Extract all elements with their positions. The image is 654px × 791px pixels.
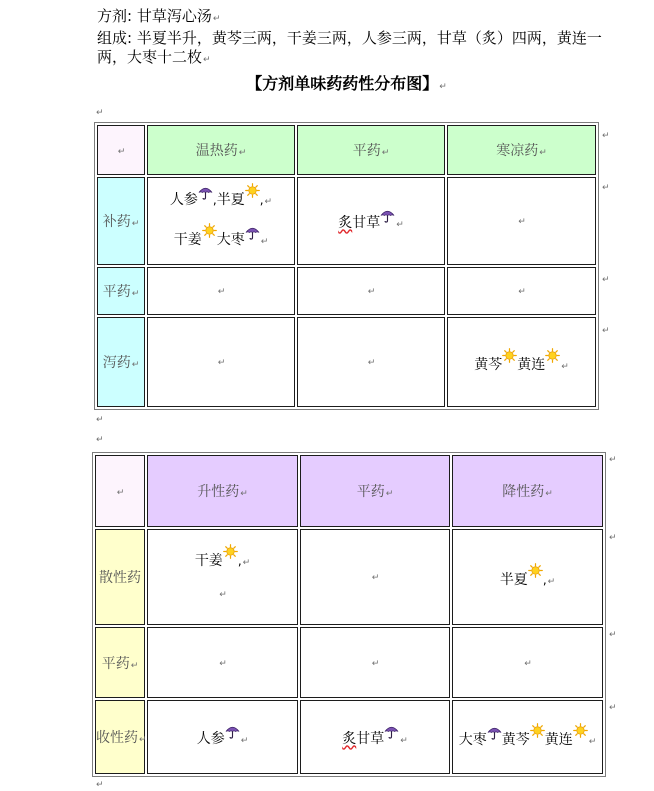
- cell-purge-cold: [447, 317, 596, 407]
- cell-paragraph: [298, 208, 444, 235]
- paragraph-mark: ↵: [96, 415, 104, 425]
- row-header-astringent: [95, 700, 145, 774]
- herb-name: 干姜: [194, 553, 223, 569]
- paragraph-mark: ↵: [212, 14, 221, 24]
- paragraph-mark: ↵: [371, 658, 380, 669]
- row-end-mark: ↵: [602, 326, 610, 336]
- herb-name: 大枣: [216, 232, 245, 248]
- herb-name: 黄连: [544, 731, 573, 748]
- row-header-label: 补药: [102, 214, 131, 230]
- paragraph-mark: ↵: [131, 289, 140, 299]
- paragraph-mark: ↵: [131, 219, 140, 229]
- row-end-mark: ↵: [609, 703, 617, 713]
- paragraph-mark: ↵: [264, 197, 273, 207]
- paragraph-mark: ↵: [240, 489, 248, 499]
- umbrella-icon: [380, 208, 395, 223]
- cell-astringe-neutral: [300, 700, 450, 774]
- paragraph-mark: ↵: [396, 219, 404, 230]
- paragraph-mark: ↵: [217, 358, 226, 368]
- paragraph-mark: ↵: [381, 148, 390, 158]
- paragraph-mark: ↵: [240, 735, 249, 746]
- cell-purge-neutral: [297, 317, 445, 407]
- table-row: [95, 529, 603, 625]
- sun-icon: [202, 223, 217, 238]
- cell-paragraph: [448, 210, 595, 232]
- cell-neutral-ascend: [147, 627, 298, 698]
- table-header-row: [97, 125, 596, 175]
- column-header-label: 平药: [352, 143, 381, 159]
- cell-disperse-neutral: [300, 529, 450, 625]
- paragraph-mark: ↵: [547, 576, 556, 587]
- cell-neutral-descend: [452, 627, 603, 698]
- paragraph-mark: ↵: [439, 82, 447, 92]
- cell-paragraph: [148, 221, 294, 261]
- table-corner-cell: [97, 125, 145, 175]
- herb-name: 半夏: [499, 571, 528, 588]
- sun-icon: [530, 723, 545, 738]
- cell-tonify-warm: [147, 177, 295, 265]
- column-header-descending: [452, 455, 603, 527]
- herb-name: 黄连: [517, 356, 546, 373]
- formula-intro: [97, 7, 609, 70]
- herb-name: 半夏: [216, 192, 245, 208]
- paragraph-mark: ↵: [561, 361, 569, 372]
- paragraph-mark: ↵: [131, 360, 140, 370]
- cell-paragraph: [453, 723, 602, 752]
- cell-paragraph: [453, 563, 602, 592]
- column-header-neutral: [300, 455, 450, 527]
- cell-astringe-ascend: [147, 700, 298, 774]
- herb-separator: ,: [237, 554, 242, 568]
- column-header-label: 升性药: [197, 484, 240, 500]
- row-header-label: 散性药: [99, 570, 141, 586]
- cell-disperse-ascend: [147, 529, 298, 625]
- row-header-dispersing: [95, 529, 145, 625]
- paragraph-mark: ↵: [219, 590, 227, 600]
- formula-text: 方剂: 甘草泻心汤: [97, 7, 212, 25]
- paragraph-mark: ↵: [203, 55, 211, 65]
- umbrella-icon: [198, 185, 213, 200]
- herb-separator: ,: [212, 193, 217, 207]
- paragraph-mark: ↵: [238, 148, 247, 158]
- paragraph-mark: ↵: [367, 358, 376, 368]
- sun-icon: [545, 348, 560, 363]
- paragraph-mark: ↵: [518, 217, 526, 227]
- paragraph-mark: ↵: [518, 287, 526, 297]
- paragraph-mark: ↵: [260, 237, 269, 247]
- herb-separator: ,: [542, 572, 547, 587]
- herb-separator: ,: [259, 193, 264, 207]
- cell-paragraph: [148, 181, 294, 221]
- herb-name: 炙甘草: [342, 730, 385, 747]
- paragraph-mark: ↵: [371, 573, 380, 583]
- row-header-label: 平药: [101, 655, 130, 672]
- herb-name: 人参: [196, 730, 225, 747]
- table-header-row: [95, 455, 603, 527]
- cell-paragraph: [148, 724, 297, 751]
- cell-paragraph: [298, 280, 444, 302]
- cell-paragraph: [148, 280, 294, 302]
- row-end-mark: ↵: [609, 630, 617, 640]
- row-header-purging: [97, 317, 145, 407]
- table-corner-cell: [95, 455, 145, 527]
- umbrella-icon: [487, 725, 502, 740]
- paragraph-mark: ↵: [96, 435, 104, 445]
- row-header-label: 收性药: [96, 730, 138, 746]
- herb-name: 干姜: [173, 232, 202, 248]
- column-header-label: 温热药: [195, 143, 238, 159]
- cell-tonify-neutral: [297, 177, 445, 265]
- paragraph-mark: ↵: [116, 488, 125, 498]
- cell-astringe-descend: [452, 700, 603, 774]
- table-row: [95, 700, 603, 774]
- table-row: [97, 267, 596, 315]
- title-text: 【方剂单味药药性分布图】: [246, 74, 439, 93]
- sun-icon: [245, 183, 260, 198]
- cell-purge-warm: [147, 317, 295, 407]
- umbrella-icon: [225, 724, 240, 739]
- sun-icon: [528, 563, 543, 578]
- row-header-label: 泻药: [102, 355, 131, 371]
- sun-icon: [573, 723, 588, 738]
- column-header-label: 降性药: [502, 484, 545, 500]
- cell-tonify-cold: [447, 177, 596, 265]
- column-header-neutral: [297, 125, 445, 175]
- paragraph-mark: ↵: [96, 780, 104, 790]
- cell-paragraph: [301, 724, 449, 751]
- paragraph-mark: ↵: [524, 658, 532, 669]
- paragraph-mark: ↵: [588, 736, 597, 747]
- table-row: [95, 627, 603, 698]
- composition-text: 组成: 半夏半升，黄芩三两，干姜三两，人参三两，甘草（炙）四两，黄连一两，大枣十二枚: [97, 29, 602, 66]
- paragraph-mark: ↵: [539, 148, 547, 158]
- cell-neutral-warm: [147, 267, 295, 315]
- warmth-property-table: [94, 122, 599, 410]
- column-header-label: 寒凉药: [496, 143, 539, 159]
- paragraph-mark: ↵: [545, 489, 553, 499]
- paragraph-mark: ↵: [242, 558, 251, 568]
- paragraph-mark: ↵: [385, 489, 394, 499]
- row-end-mark: ↵: [602, 275, 610, 285]
- herb-name: 黄芩: [474, 356, 503, 373]
- cell-paragraph: [148, 351, 294, 373]
- column-header-label: 平药: [356, 484, 385, 500]
- sun-icon: [223, 544, 238, 559]
- paragraph-mark: ↵: [139, 735, 147, 745]
- document-title: [94, 74, 599, 97]
- column-header-ascending: [147, 455, 298, 527]
- cell-paragraph: [148, 544, 297, 578]
- formula-line: [97, 7, 609, 29]
- paragraph-mark: ↵: [96, 108, 104, 118]
- row-header-neutral: [97, 267, 145, 315]
- cell-neutral-cold: [447, 267, 596, 315]
- sun-icon: [502, 348, 517, 363]
- herb-name: 大枣: [458, 731, 487, 748]
- cell-paragraph: [301, 652, 449, 674]
- row-end-mark: ↵: [609, 533, 617, 543]
- herb-name: 人参: [169, 192, 198, 208]
- cell-neutral-neutral: [297, 267, 445, 315]
- column-header-cold-cool: [447, 125, 596, 175]
- cell-disperse-descend: [452, 529, 603, 625]
- cell-paragraph: [148, 652, 297, 674]
- paragraph-mark: ↵: [400, 735, 408, 746]
- cell-neutral-neutral: [300, 627, 450, 698]
- cell-paragraph: [148, 578, 297, 610]
- paragraph-mark: ↵: [219, 658, 227, 669]
- row-end-mark: ↵: [609, 455, 617, 465]
- composition-line: [97, 29, 609, 70]
- cell-paragraph: [301, 566, 449, 588]
- row-header-neutral: [95, 627, 145, 698]
- table-row: [97, 317, 596, 407]
- column-header-warm-hot: [147, 125, 295, 175]
- cell-paragraph: [448, 348, 595, 377]
- cell-paragraph: [298, 351, 444, 373]
- table-row: [97, 177, 596, 265]
- paragraph-mark: ↵: [130, 660, 139, 671]
- paragraph-mark: ↵: [117, 147, 126, 157]
- herb-name: 黄芩: [501, 731, 530, 748]
- row-header-label: 平药: [102, 284, 131, 300]
- row-header-tonifying: [97, 177, 145, 265]
- cell-paragraph: [448, 280, 595, 302]
- direction-property-table: [92, 452, 606, 777]
- row-end-mark: ↵: [602, 183, 610, 193]
- umbrella-icon: [384, 724, 399, 739]
- row-end-mark: ↵: [602, 131, 610, 141]
- cell-paragraph: [453, 652, 602, 674]
- umbrella-icon: [245, 225, 260, 240]
- paragraph-mark: ↵: [367, 287, 376, 297]
- paragraph-mark: ↵: [217, 287, 226, 297]
- herb-name: 炙甘草: [338, 214, 381, 231]
